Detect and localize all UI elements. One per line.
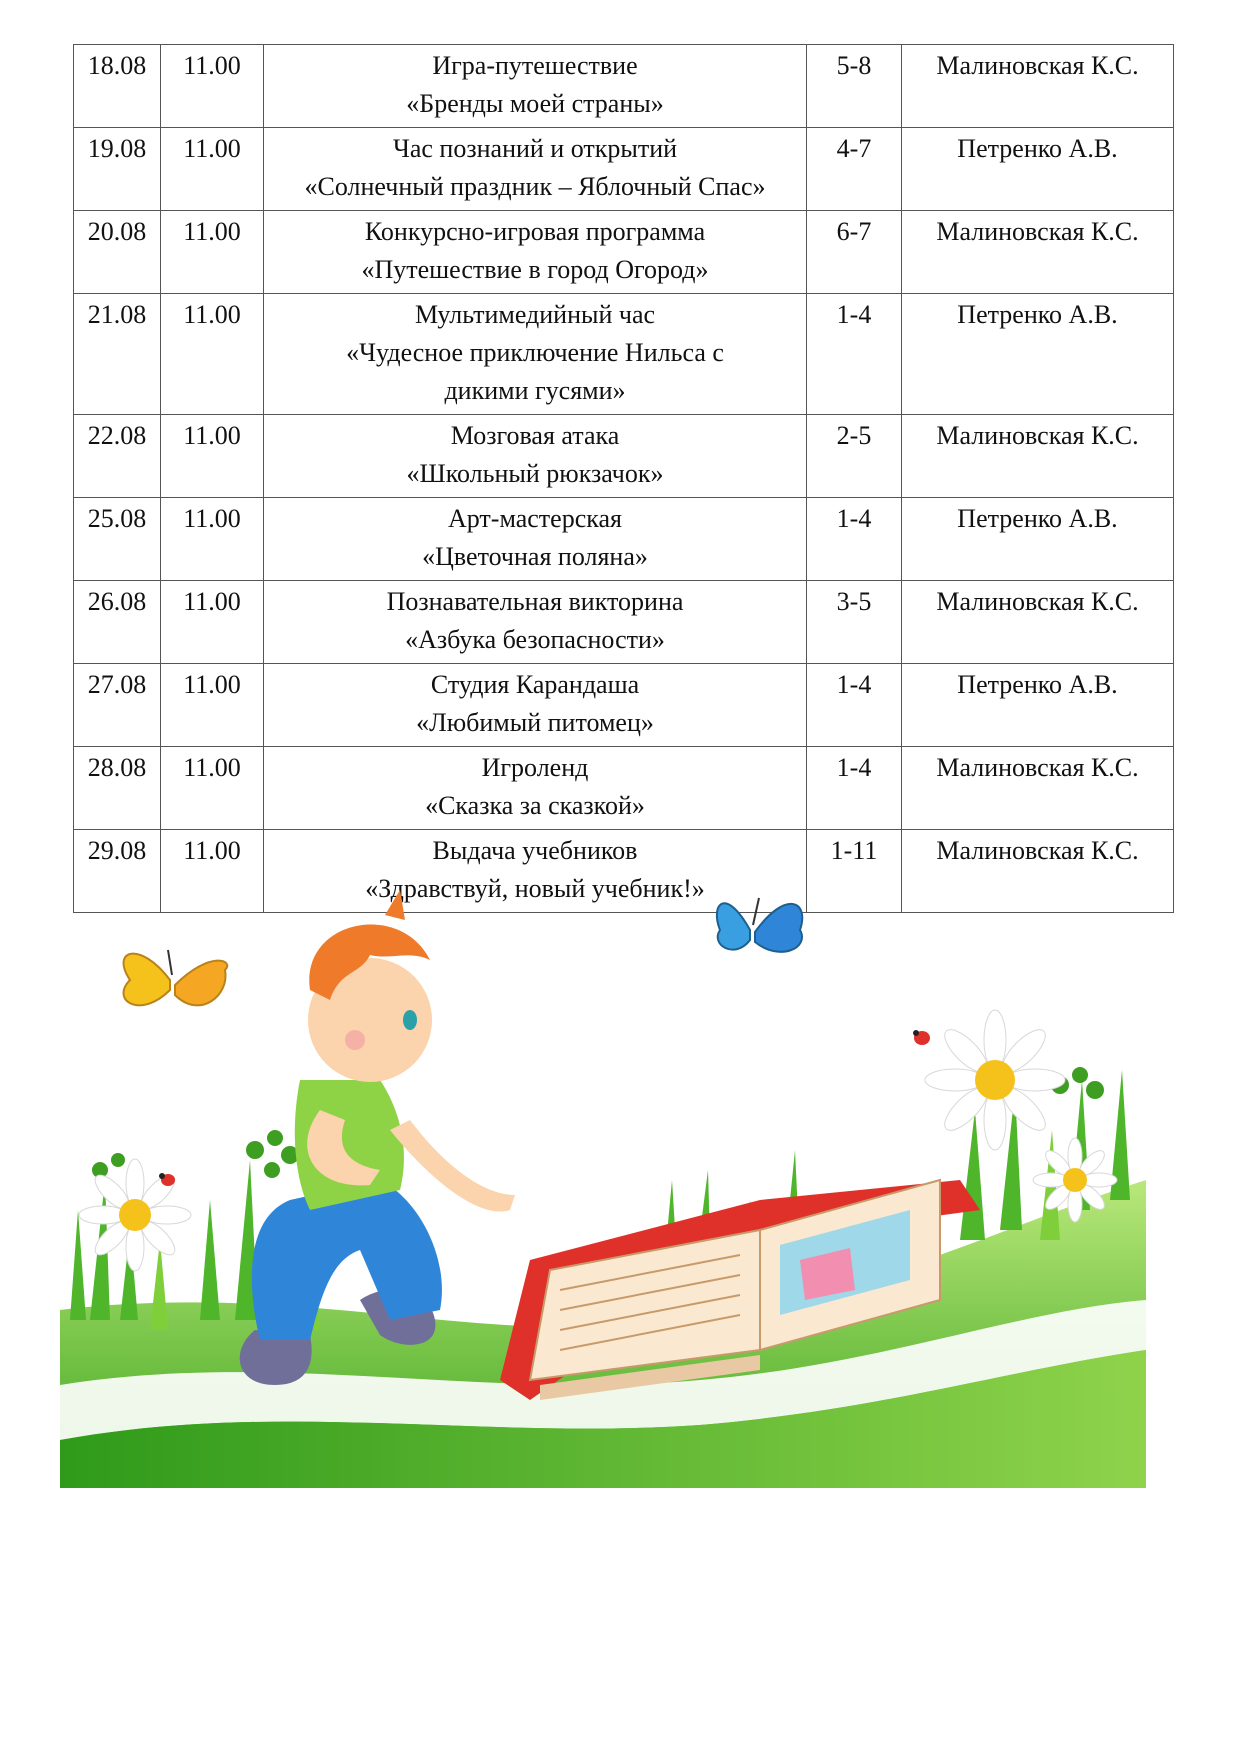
date-cell: 22.08 — [74, 415, 161, 498]
time-cell: 11.00 — [161, 664, 264, 747]
event-cell: Конкурсно-игровая программа «Путешествие в город Огород» — [264, 211, 807, 294]
time-cell: 11.00 — [161, 415, 264, 498]
event-cell: Арт-мастерская «Цветочная поляна» — [264, 498, 807, 581]
time-cell: 11.00 — [161, 747, 264, 830]
date-cell: 21.08 — [74, 294, 161, 415]
host-cell: Петренко А.В. — [902, 498, 1174, 581]
table-row — [74, 581, 1174, 664]
event-cell: Мозговая атака «Школьный рюкзачок» — [264, 415, 807, 498]
event-cell: Студия Карандаша «Любимый питомец» — [264, 664, 807, 747]
table-row — [74, 498, 1174, 581]
event-cell: Познавательная викторина «Азбука безопасности» — [264, 581, 807, 664]
time-cell: 11.00 — [161, 830, 264, 913]
table-row — [74, 664, 1174, 747]
table-row — [74, 128, 1174, 211]
date-cell: 19.08 — [74, 128, 161, 211]
host-cell: Малиновская К.С. — [902, 830, 1174, 913]
grades-cell: 1-4 — [807, 294, 902, 415]
host-cell: Петренко А.В. — [902, 664, 1174, 747]
host-cell: Малиновская К.С. — [902, 747, 1174, 830]
grades-cell: 1-4 — [807, 664, 902, 747]
event-cell: Мультимедийный час «Чудесное приключение Нильса с дикими гусями» — [264, 294, 807, 415]
host-cell: Малиновская К.С. — [902, 415, 1174, 498]
date-cell: 18.08 — [74, 45, 161, 128]
grades-cell: 2-5 — [807, 415, 902, 498]
boy-reading-illustration — [60, 880, 1146, 1488]
host-cell: Петренко А.В. — [902, 294, 1174, 415]
date-cell: 28.08 — [74, 747, 161, 830]
event-cell: Игроленд «Сказка за сказкой» — [264, 747, 807, 830]
time-cell: 11.00 — [161, 45, 264, 128]
host-cell: Малиновская К.С. — [902, 581, 1174, 664]
host-cell: Малиновская К.С. — [902, 211, 1174, 294]
table-row — [74, 747, 1174, 830]
grades-cell: 1-4 — [807, 747, 902, 830]
host-cell: Петренко А.В. — [902, 128, 1174, 211]
table-row — [74, 211, 1174, 294]
table-row — [74, 45, 1174, 128]
event-schedule-table — [73, 44, 1174, 913]
time-cell: 11.00 — [161, 211, 264, 294]
date-cell: 27.08 — [74, 664, 161, 747]
event-cell: Игра-путешествие «Бренды моей страны» — [264, 45, 807, 128]
grades-cell: 1-4 — [807, 498, 902, 581]
time-cell: 11.00 — [161, 498, 264, 581]
event-cell: Час познаний и открытий «Солнечный праздник – Яблочный Спас» — [264, 128, 807, 211]
date-cell: 25.08 — [74, 498, 161, 581]
date-cell: 20.08 — [74, 211, 161, 294]
schedule-body — [74, 45, 1174, 913]
time-cell: 11.00 — [161, 581, 264, 664]
date-cell: 26.08 — [74, 581, 161, 664]
grades-cell: 1-11 — [807, 830, 902, 913]
time-cell: 11.00 — [161, 294, 264, 415]
table-row — [74, 294, 1174, 415]
grades-cell: 6-7 — [807, 211, 902, 294]
grades-cell: 4-7 — [807, 128, 902, 211]
date-cell: 29.08 — [74, 830, 161, 913]
event-cell: Выдача учебников «Здравствуй, новый учебник!» — [264, 830, 807, 913]
table-row — [74, 415, 1174, 498]
butterfly-icon — [124, 898, 803, 1005]
time-cell: 11.00 — [161, 128, 264, 211]
host-cell: Малиновская К.С. — [902, 45, 1174, 128]
grades-cell: 3-5 — [807, 581, 902, 664]
grades-cell: 5-8 — [807, 45, 902, 128]
